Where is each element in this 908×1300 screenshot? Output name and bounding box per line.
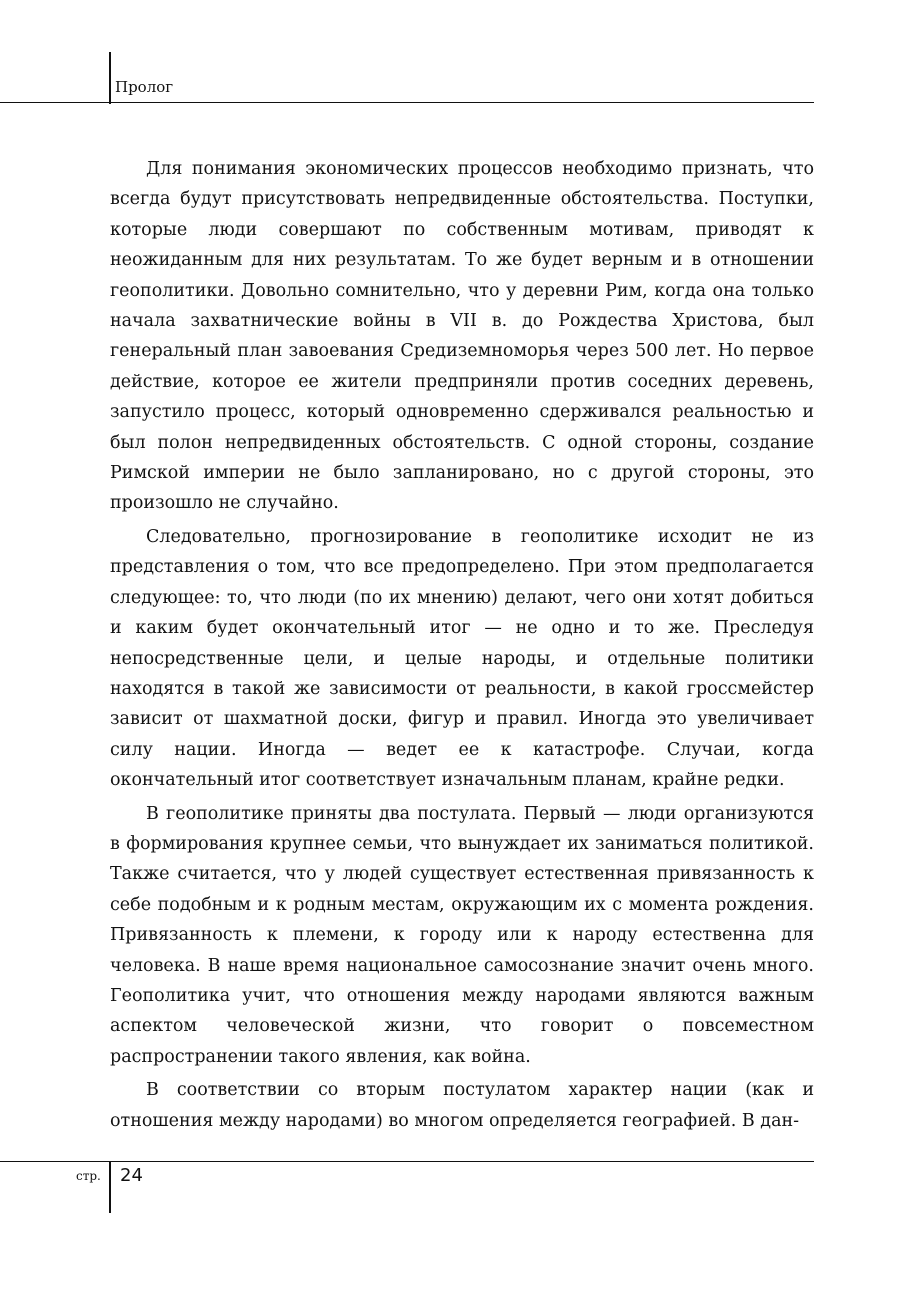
header-vertical-rule [109, 52, 111, 104]
body-text [110, 154, 814, 1136]
paragraph-4: В соответствии со вторым постулатом характер нации (как и отношения между народами) во многом определяется географией. В дан- [110, 1080, 814, 1131]
footer-vertical-rule [109, 1161, 111, 1213]
page-number: 24 [120, 1165, 143, 1186]
paragraph-3: В геополитике приняты два постулата. Первый — люди организуются в формирования крупнее семьи, что вынуждает их заниматься политикой. Также считается, что у людей существует естественная привязанность к себе подобным и к родным местам, окружающим их с момента рождения. Привязанность к племени, к городу или к народу естественна для человека. В наше время национальное самосознание значит очень много. Геополитика учит, что отношения между народами являются важным аспектом человеческой жизни, что говорит о повсеместном распространении такого явления, как война. [110, 803, 814, 1067]
running-title: Пролог [115, 78, 174, 96]
paragraph-1: Для понимания экономических процессов необходимо признать, что всегда будут присутствовать непредвиденные обстоятельства. Поступки, которые люди совершают по собственным мотивам, приводят к неожиданным для них результатам. То же будет верным и в отношении геополитики. Довольно сомнительно, что у деревни Рим, когда она только начала захватнические войны в VII в. до Рождества Христова, был генеральный план завоевания Средиземноморья через 500 лет. Но первое действие, которое ее жители предприняли против соседних деревень, запустило процесс, который одновременно сдерживался реальностью и был полон непредвиденных обстоятельств. С одной стороны, создание Римской империи не было запланировано, но с другой стороны, это произошло не случайно. [110, 159, 814, 514]
footer-horizontal-rule [0, 1161, 814, 1162]
page-label: стр. [76, 1169, 101, 1183]
paragraph-2: Следовательно, прогнозирование в геополитике исходит не из представления о том, что все предопределено. При этом предполагается следующее: то, что люди (по их мнению) делают, чего они хотят добиться и каким будет окончательный итог — не одно и то же. Преследуя непосредственные цели, и целые народы, и отдельные политики находятся в такой же зависимости от реальности, в какой гроссмейстер зависит от шахматной доски, фигур и правил. Иногда это увеличивает силу нации. Иногда — ведет ее к катастрофе. Случаи, когда окончательный итог соответствует изначальным планам, крайне редки. [110, 526, 814, 791]
header-horizontal-rule [0, 102, 814, 103]
